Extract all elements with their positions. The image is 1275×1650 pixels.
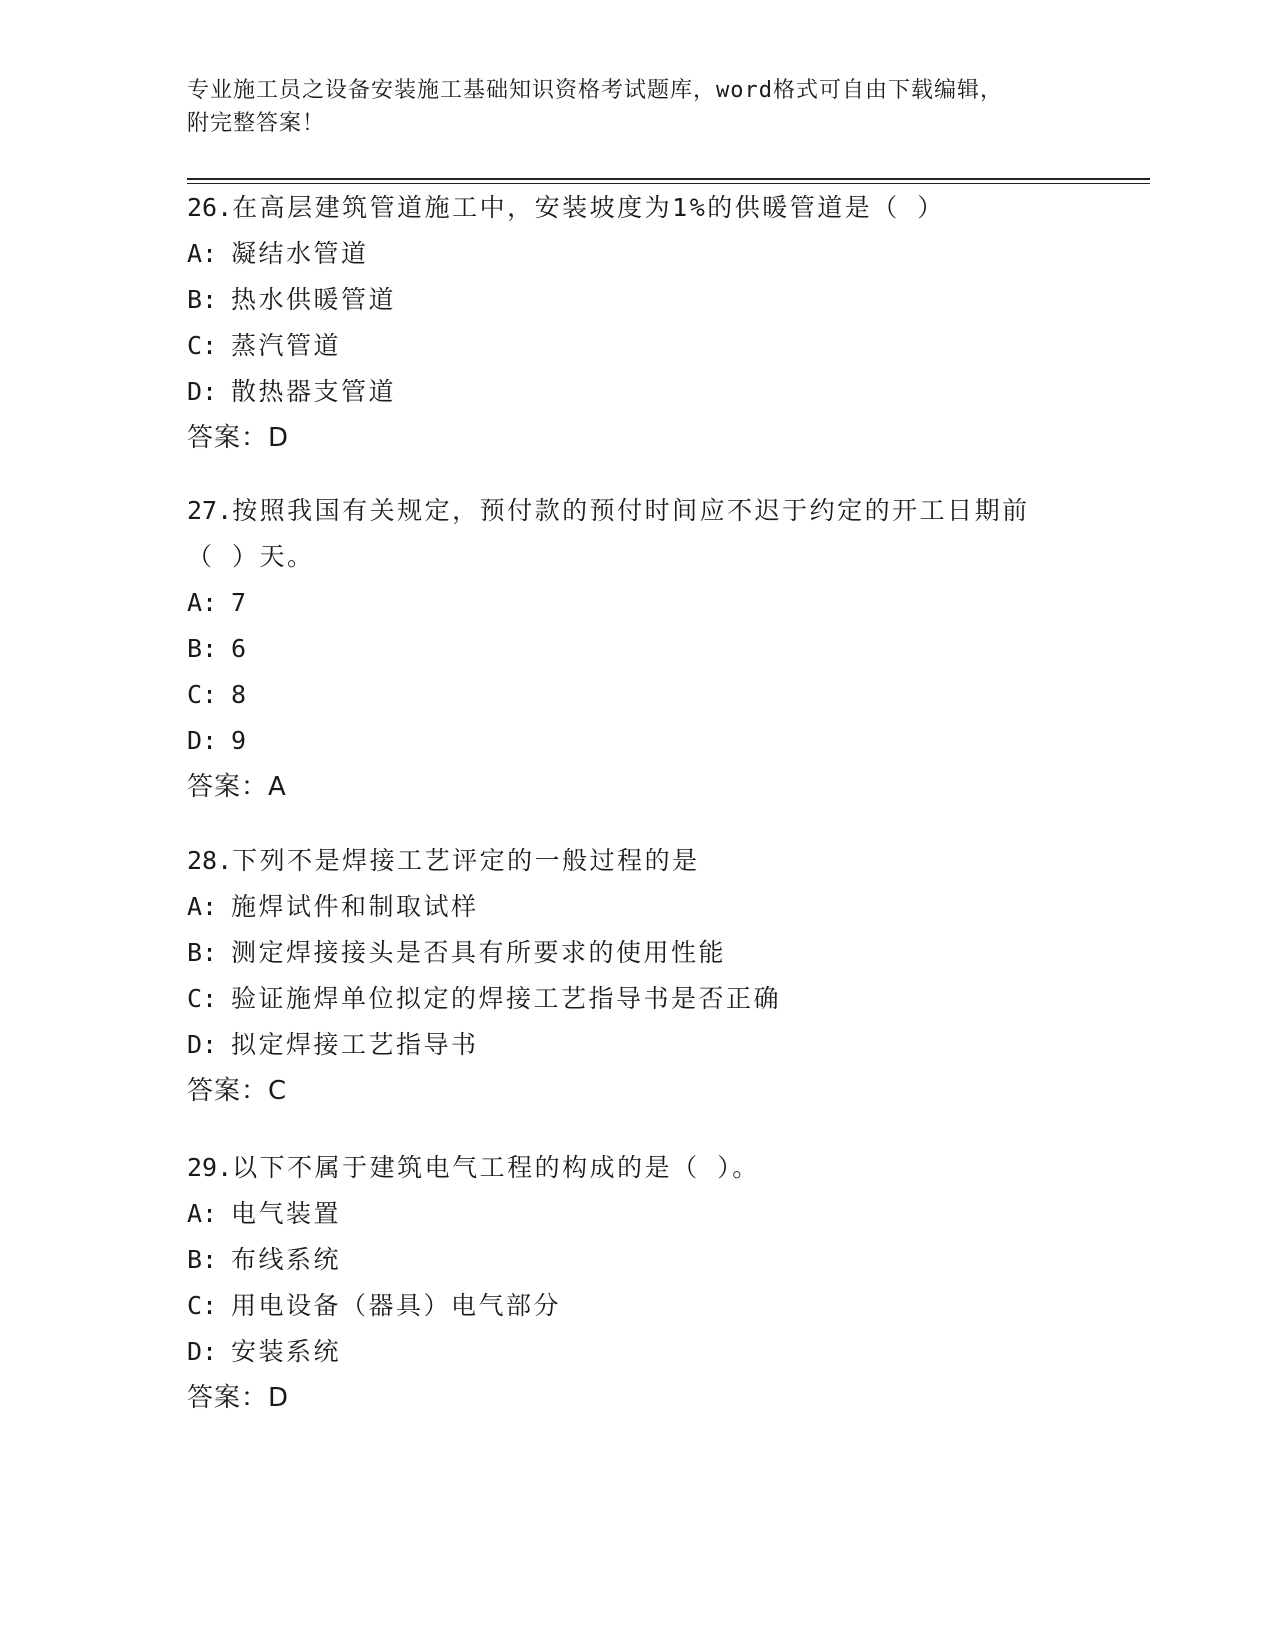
option-text: 测定焊接接头是否具有所要求的使用性能 <box>231 938 727 967</box>
question-26 <box>187 185 1147 461</box>
option-d <box>187 718 1147 764</box>
option-b <box>187 930 1147 976</box>
option-text: 热水供暖管道 <box>231 285 397 314</box>
option-text: 用电设备（器具）电气部分 <box>231 1291 562 1320</box>
option-text: 8 <box>231 680 249 709</box>
option-label: B: <box>187 634 218 663</box>
question-number: 26. <box>187 193 233 222</box>
option-label: A: <box>187 588 218 617</box>
option-text: 蒸汽管道 <box>231 331 342 360</box>
option-text: 安装系统 <box>231 1337 342 1366</box>
question-stem: 在高层建筑管道施工中，安装坡度为1%的供暖管道是（ ） <box>232 193 945 222</box>
option-label: D: <box>187 377 218 406</box>
option-label: A: <box>187 892 218 921</box>
question-number: 28. <box>187 846 233 875</box>
document-page <box>187 0 1147 1650</box>
option-label: D: <box>187 1337 218 1366</box>
option-c <box>187 1283 1147 1329</box>
option-label: D: <box>187 1030 218 1059</box>
question-text <box>187 185 1147 231</box>
header-line-2: 附完整答案！ <box>187 111 326 136</box>
answer-line: 答案：D <box>187 1383 290 1413</box>
answer-line: 答案：D <box>187 423 290 453</box>
option-text: 电气装置 <box>231 1199 342 1228</box>
option-text: 布线系统 <box>231 1245 342 1274</box>
option-label: B: <box>187 1245 218 1274</box>
option-b <box>187 626 1147 672</box>
option-b <box>187 277 1147 323</box>
document-header <box>187 74 1067 140</box>
option-d <box>187 369 1147 415</box>
question-27 <box>187 488 1147 810</box>
option-text: 拟定焊接工艺指导书 <box>231 1030 479 1059</box>
answer-line: 答案：C <box>187 1076 288 1106</box>
question-text <box>187 488 1057 580</box>
option-c <box>187 976 1147 1022</box>
option-a <box>187 231 1147 277</box>
option-label: B: <box>187 285 218 314</box>
question-number: 29. <box>187 1153 233 1182</box>
option-c <box>187 323 1147 369</box>
option-text: 散热器支管道 <box>231 377 397 406</box>
option-label: C: <box>187 680 218 709</box>
header-divider <box>187 178 1150 184</box>
question-28 <box>187 838 1147 1114</box>
question-number: 27. <box>187 496 233 525</box>
option-label: D: <box>187 726 218 755</box>
option-text: 施焊试件和制取试样 <box>231 892 479 921</box>
question-stem: 以下不属于建筑电气工程的构成的是（ ）。 <box>232 1153 760 1182</box>
header-line-1: 专业施工员之设备安装施工基础知识资格考试题库，word格式可自由下载编辑， <box>187 78 1003 103</box>
option-text: 7 <box>231 588 249 617</box>
option-d <box>187 1022 1147 1068</box>
answer-line: 答案：A <box>187 772 287 802</box>
option-a <box>187 1191 1147 1237</box>
question-stem: 按照我国有关规定，预付款的预付时间应不迟于约定的开工日期前（ ）天。 <box>187 496 1030 571</box>
option-label: C: <box>187 1291 218 1320</box>
option-text: 验证施焊单位拟定的焊接工艺指导书是否正确 <box>231 984 782 1013</box>
option-c <box>187 672 1147 718</box>
question-29 <box>187 1145 1147 1421</box>
option-a <box>187 884 1147 930</box>
option-label: A: <box>187 239 218 268</box>
question-stem: 下列不是焊接工艺评定的一般过程的是 <box>232 846 700 875</box>
option-text: 凝结水管道 <box>231 239 369 268</box>
option-text: 9 <box>231 726 249 755</box>
option-label: C: <box>187 984 218 1013</box>
option-label: B: <box>187 938 218 967</box>
option-b <box>187 1237 1147 1283</box>
option-d <box>187 1329 1147 1375</box>
option-text: 6 <box>231 634 249 663</box>
option-label: C: <box>187 331 218 360</box>
question-text <box>187 1145 1147 1191</box>
question-text <box>187 838 1147 884</box>
option-label: A: <box>187 1199 218 1228</box>
option-a <box>187 580 1147 626</box>
